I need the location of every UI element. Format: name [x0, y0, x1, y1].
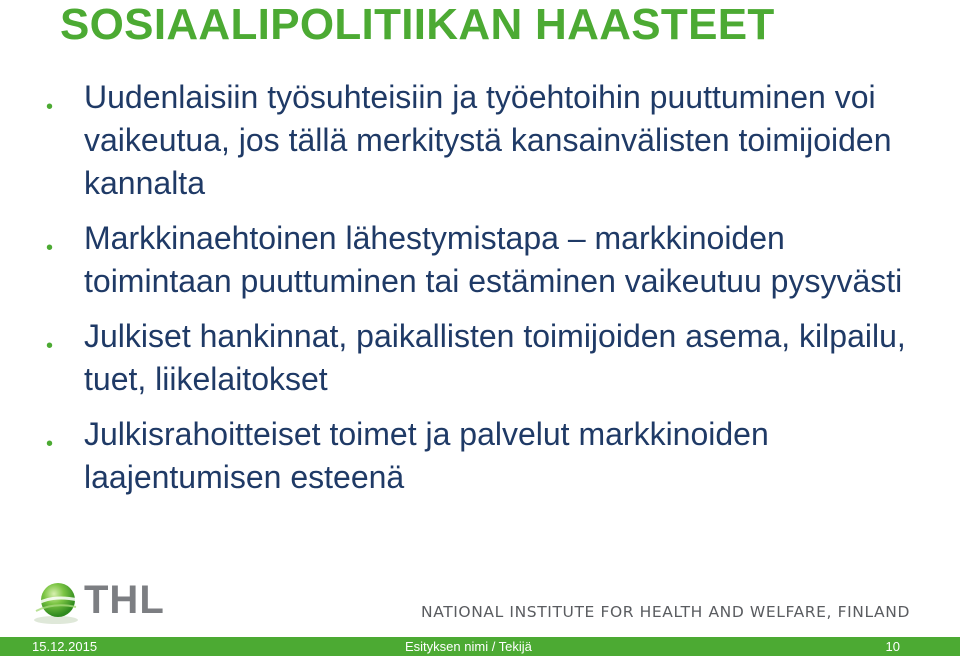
bullet-text: Markkinaehtoinen lähestymistapa – markkinoiden toimintaan puuttuminen tai estäminen vaikeutuu pysyvästi [84, 220, 903, 299]
bullet-dot-icon: • [46, 237, 54, 259]
bullet-text: Julkiset hankinnat, paikallisten toimijoiden asema, kilpailu, tuet, liikelaitokset [84, 318, 906, 397]
bullet-item [44, 315, 934, 401]
institute-name: NATIONAL INSTITUTE FOR HEALTH AND WELFARE, FINLAND [421, 603, 910, 621]
bullet-item [44, 76, 934, 205]
bullet-item [44, 217, 934, 303]
bullet-item [44, 413, 934, 499]
thl-logo-text: THL [84, 578, 165, 622]
footer-bar [0, 637, 960, 656]
slide-title: SOSIAALIPOLITIIKAN HAASTEET [60, 0, 775, 49]
bullet-dot-icon: • [46, 433, 54, 455]
footer-page-number: 10 [885, 639, 900, 654]
footer-date: 15.12.2015 [32, 639, 98, 654]
bullet-dot-icon: • [46, 335, 54, 357]
bullet-text: Julkisrahoitteiset toimet ja palvelut markkinoiden laajentumisen esteenä [84, 416, 769, 495]
footer-presenter: Esityksen nimi / Tekijä [405, 639, 532, 654]
thl-globe-icon [30, 580, 82, 626]
bullet-text: Uudenlaisiin työsuhteisiin ja työehtoihin puuttuminen voi vaikeutua, jos tällä merkitystä kansainvälisten toimijoiden kannalta [84, 79, 892, 201]
bullet-list [44, 76, 934, 511]
bullet-dot-icon: • [46, 96, 54, 118]
